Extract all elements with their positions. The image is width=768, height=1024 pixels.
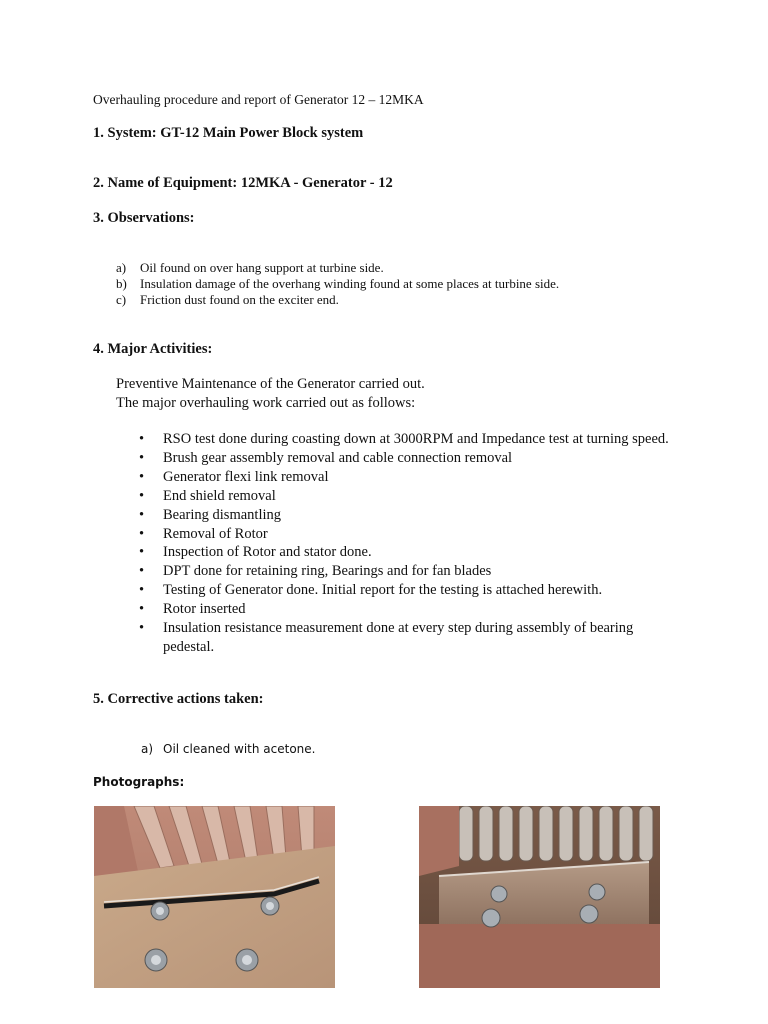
section-corrective-heading: 5. Corrective actions taken:: [93, 691, 264, 707]
section-system-heading: 1. System: GT-12 Main Power Block system: [93, 125, 364, 141]
bullet-icon: •: [139, 468, 145, 485]
list-item: [139, 581, 679, 600]
list-marker: a): [116, 260, 127, 275]
list-item: [139, 430, 679, 449]
list-item: [139, 449, 679, 468]
list-item-text: Bearing dismantling: [163, 506, 281, 523]
list-item-text: Friction dust found on the exciter end.: [140, 292, 339, 307]
list-item: [139, 600, 679, 619]
list-marker: b): [116, 276, 127, 291]
list-item: [139, 562, 679, 581]
bullet-icon: •: [139, 620, 145, 637]
section-observations-heading: 3. Observations:: [93, 210, 195, 226]
bullet-icon: •: [139, 544, 145, 561]
list-item-text: DPT done for retaining ring, Bearings and for fan blades: [163, 563, 492, 580]
photo-2-image: [419, 806, 660, 988]
activities-list: [139, 430, 679, 657]
list-item-text: Rotor inserted: [163, 601, 246, 618]
observations-list: [116, 260, 559, 308]
bullet-icon: •: [139, 431, 145, 447]
generator-photo-2: [419, 806, 660, 988]
list-item: [139, 525, 679, 544]
photographs-label: Photographs:: [93, 775, 185, 789]
list-item: [139, 487, 679, 506]
list-marker: c): [116, 292, 127, 307]
bullet-icon: •: [139, 563, 145, 580]
list-item-text: Insulation resistance measurement done at every step during assembly of bearing pedestal.: [163, 620, 634, 655]
list-item: [116, 276, 559, 292]
list-item: [116, 260, 559, 276]
section-activities-heading: 4. Major Activities:: [93, 341, 213, 357]
list-item-text: Testing of Generator done. Initial report for the testing is attached herewith.: [163, 582, 603, 599]
list-item-text: Generator flexi link removal: [163, 468, 329, 485]
document-intro: Overhauling procedure and report of Generator 12 – 12MKA: [93, 92, 424, 107]
section-equipment-heading: 2. Name of Equipment: 12MKA - Generator - 12: [93, 175, 393, 191]
list-marker: a): [141, 742, 154, 756]
list-item: [116, 292, 559, 308]
list-item: [139, 619, 679, 657]
bullet-icon: •: [139, 487, 145, 504]
bullet-icon: •: [139, 449, 145, 466]
photo-1-image: [94, 806, 335, 988]
list-item-text: Insulation damage of the overhang winding found at some places at turbine side.: [140, 276, 560, 291]
bullet-icon: •: [139, 601, 145, 618]
list-item-text: Oil cleaned with acetone.: [163, 742, 316, 756]
list-item-text: RSO test done during coasting down at 3000RPM and Impedance test at turning speed.: [163, 431, 669, 447]
activities-intro-line: The major overhauling work carried out as follows:: [116, 395, 416, 411]
list-item: [139, 468, 679, 487]
list-item-text: Oil found on over hang support at turbine side.: [140, 260, 384, 275]
list-item-text: Inspection of Rotor and stator done.: [163, 544, 372, 561]
bullet-icon: •: [139, 506, 145, 523]
list-item-text: End shield removal: [163, 487, 276, 504]
bullet-icon: •: [139, 582, 145, 599]
list-item: [139, 506, 679, 525]
corrective-item: [141, 742, 315, 756]
list-item-text: Removal of Rotor: [163, 525, 268, 542]
activities-intro-line: Preventive Maintenance of the Generator carried out.: [116, 376, 425, 392]
list-item-text: Brush gear assembly removal and cable connection removal: [163, 449, 513, 466]
generator-photo-1: [94, 806, 335, 988]
bullet-icon: •: [139, 525, 145, 542]
list-item: [139, 543, 679, 562]
